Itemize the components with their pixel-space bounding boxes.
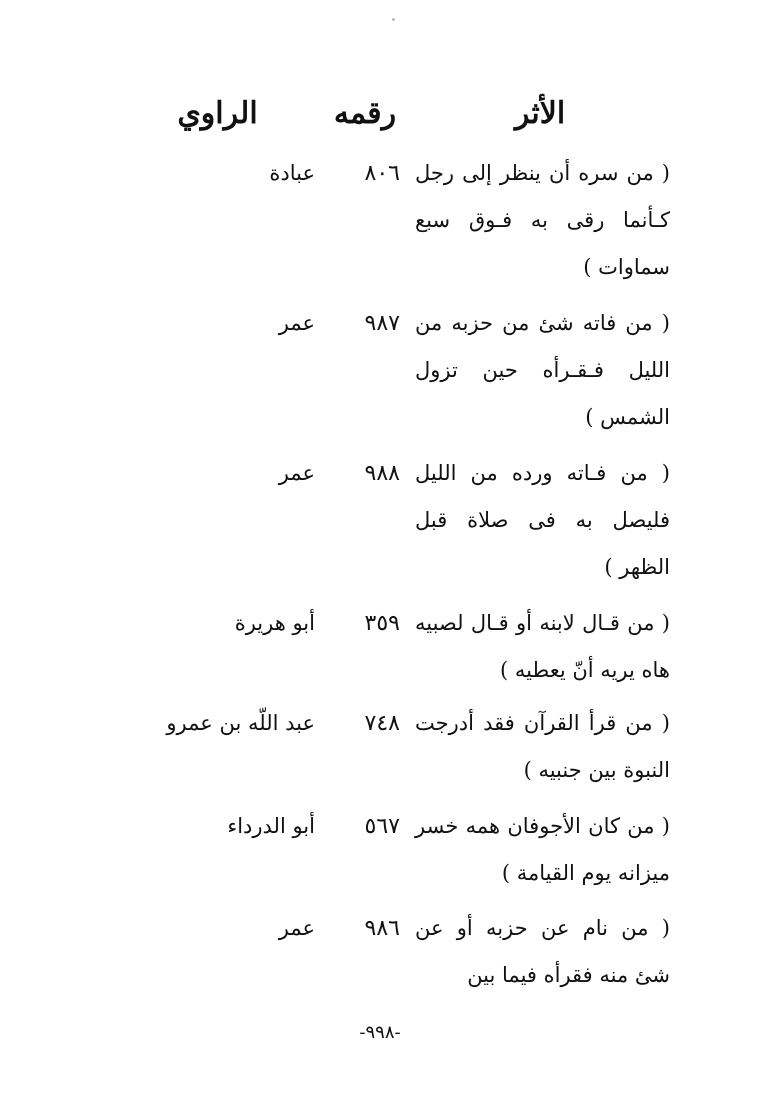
hadith-text: ( من نام عن حزبه أو عن شئ منه فقرأه فيما بين	[415, 916, 670, 987]
scan-speck	[392, 18, 395, 21]
hadith-narrator: عبد اللّه بن عمرو	[166, 711, 315, 735]
hadith-text: ( من سره أن ينظر إلى رجل كـأنما رقى به فـوق سبع سماوات )	[415, 161, 670, 279]
hadith-narrator: عمر	[278, 461, 315, 485]
column-header-athar: الأثر	[514, 96, 566, 131]
hadith-number: ٨٠٦	[364, 161, 400, 186]
hadith-narrator: عمر	[278, 916, 315, 940]
hadith-narrator: عبادة	[269, 161, 315, 185]
hadith-text: ( من فـاته ورده من الليل فليصل به فى صلاة قبل الظهر )	[415, 461, 670, 579]
column-header-narrator: الراوي	[177, 96, 258, 131]
hadith-text: ( من قـال لابنه أو قـال لصبيه هاه يريه أنّ يعطيه )	[415, 611, 670, 682]
hadith-number: ٩٨٧	[364, 311, 400, 336]
hadith-narrator: أبو الدرداء	[227, 814, 315, 838]
hadith-number: ٣٥٩	[364, 611, 400, 636]
page-number: -٩٩٨-	[359, 1022, 401, 1043]
hadith-number: ٧٤٨	[364, 711, 400, 736]
hadith-text: ( من قرأ القرآن فقد أدرجت النبوة بين جنبيه )	[415, 711, 670, 782]
hadith-number: ٩٨٨	[364, 461, 400, 486]
hadith-text: ( من فاته شئ من حزبه من الليل فـقـرأه حين تزول الشمس )	[415, 311, 670, 429]
hadith-number: ٥٦٧	[364, 814, 400, 839]
hadith-narrator: عمر	[278, 311, 315, 335]
column-header-number: رقمه	[333, 96, 397, 131]
hadith-text: ( من كان الأجوفان همه خسر ميزانه يوم القيامة )	[415, 814, 670, 885]
hadith-narrator: أبو هريرة	[234, 611, 315, 635]
hadith-number: ٩٨٦	[364, 916, 400, 941]
